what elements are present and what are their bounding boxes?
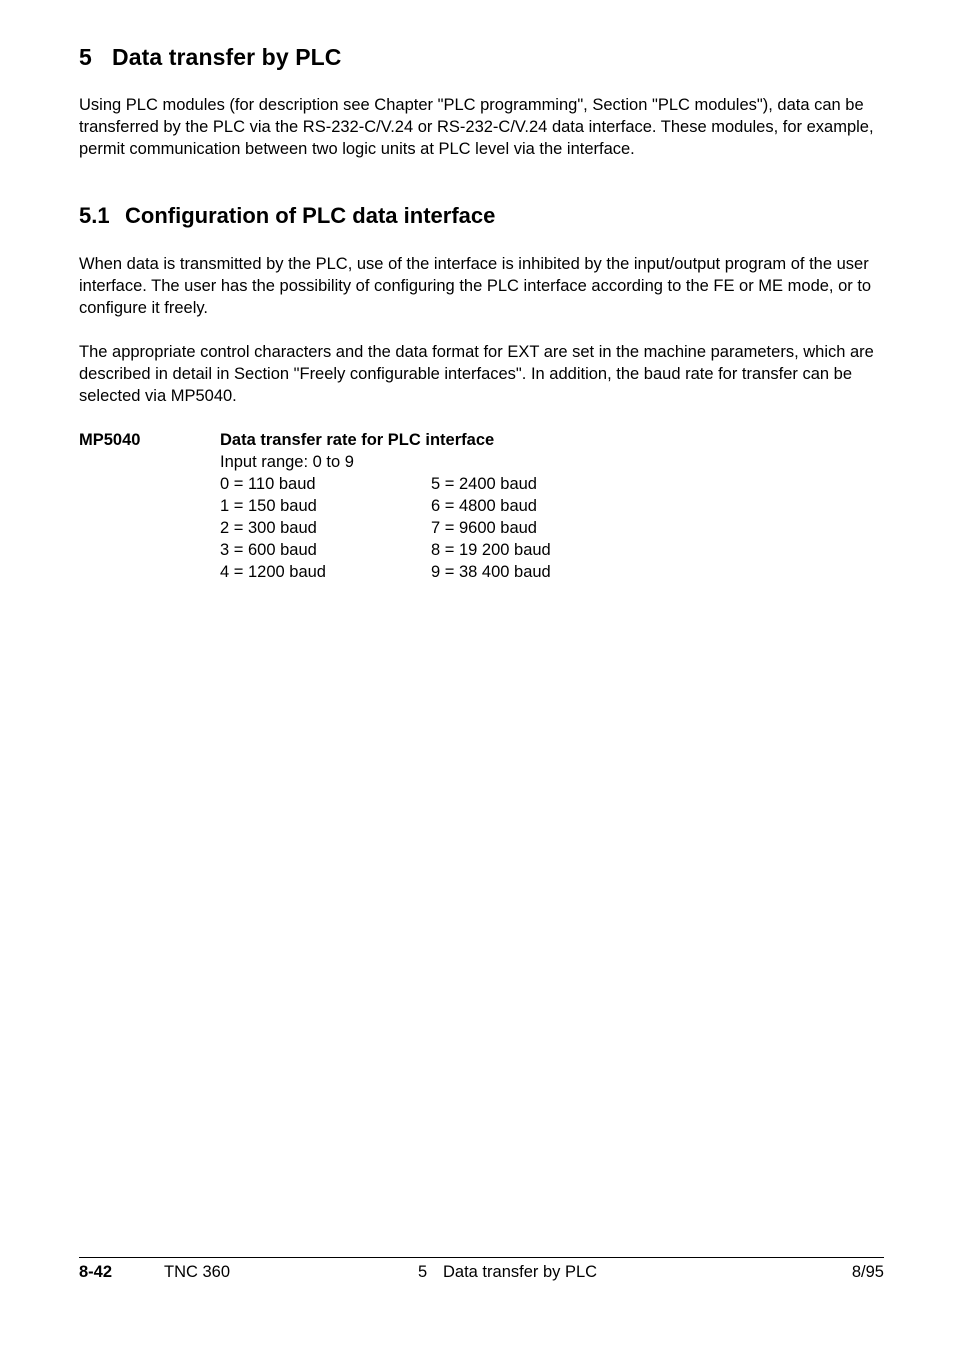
subsection-heading [79,203,495,229]
baud-rate-option: 5 = 2400 baud [431,475,537,493]
parameter-title: Data transfer rate for PLC interface [220,431,495,449]
baud-rate-option: 0 = 110 baud [220,475,316,493]
baud-rate-option: 1 = 150 baud [220,497,317,515]
baud-rate-option: 8 = 19 200 baud [431,541,551,559]
baud-rate-row [220,473,720,495]
parameter-description [220,429,720,583]
footer-chapter [418,1262,597,1282]
section-intro-paragraph: Using PLC modules (for description see Chapter "PLC programming", Section "PLC modules"), data can be transferred by the PLC via the RS-232-C/V.24 or RS-232-C/V.24 data interface. These modules, for example, permit communication between two logic units at PLC level via the interface. [79,96,874,158]
footer-chapter-title: Data transfer by PLC [443,1263,598,1281]
baud-rate-row [220,561,720,583]
baud-rate-option: 6 = 4800 baud [431,497,537,515]
baud-rate-row [220,539,720,561]
subsection-paragraph-1: When data is transmitted by the PLC, use of the interface is inhibited by the input/output program of the user interface. The user has the possibility of configuring the PLC interface according to the FE or ME mode, or to configure it freely. [79,255,872,317]
baud-rate-option: 7 = 9600 baud [431,519,537,537]
subsection-paragraph-2: The appropriate control characters and the data format for EXT are set in the machine parameters, which are described in detail in Section "Freely configurable interfaces". In addition, the baud rate for transfer can be selected via MP5040. [79,343,874,405]
parameter-input-range: Input range: 0 to 9 [220,453,354,471]
baud-rate-option: 9 = 38 400 baud [431,563,551,581]
subsection-number: 5.1 [79,203,110,228]
baud-rate-option: 2 = 300 baud [220,519,317,537]
parameter-code: MP5040 [79,431,141,449]
section-title: Data transfer by PLC [112,44,342,70]
baud-rate-option: 3 = 600 baud [220,541,317,559]
section-number: 5 [79,44,92,70]
footer-date: 8/95 [851,1263,884,1281]
subsection-title: Configuration of PLC data interface [125,203,496,228]
footer-chapter-number: 5 [418,1263,428,1281]
section-heading [79,44,342,71]
footer-page-number: 8-42 [79,1263,113,1281]
footer-divider [79,1257,884,1258]
baud-rate-option: 4 = 1200 baud [220,563,326,581]
baud-rate-row [220,495,720,517]
baud-rate-row [220,517,720,539]
footer-model: TNC 360 [164,1263,231,1281]
